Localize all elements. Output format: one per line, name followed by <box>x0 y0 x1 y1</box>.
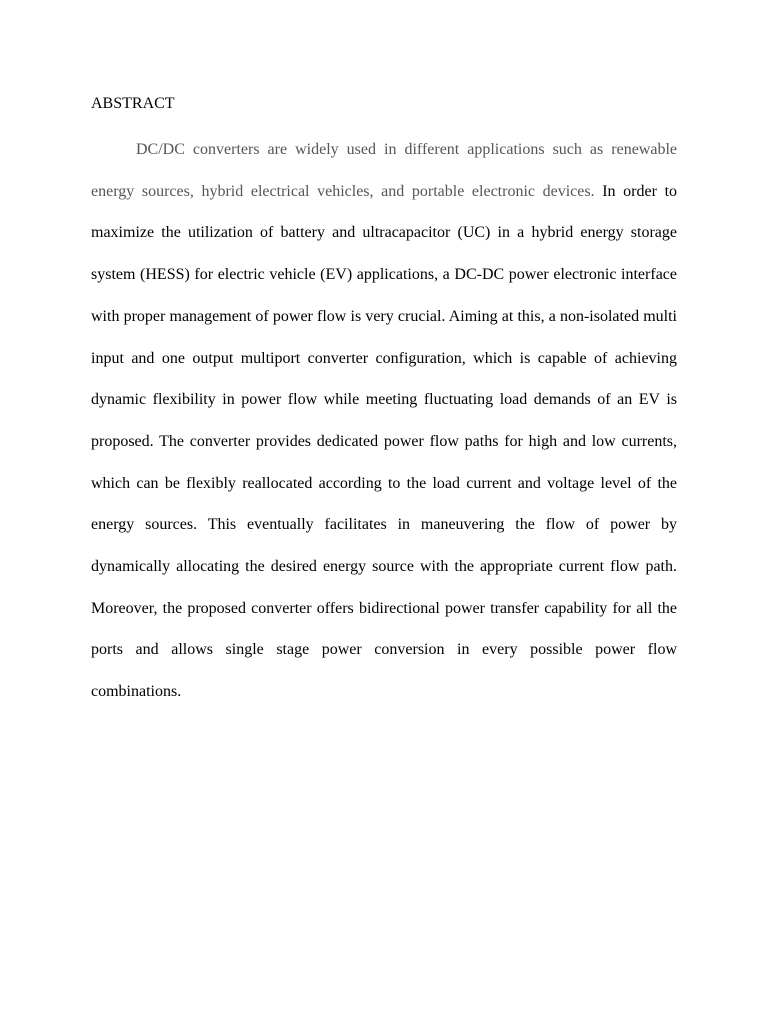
abstract-quoted-text: DC/DC converters are widely used in different applications such as renewable energy sources, hybrid electrical vehicles, and portable electronic devices. <box>91 141 677 200</box>
document-content <box>91 88 677 713</box>
abstract-main-text: In order to maximize the utilization of battery and ultracapacitor (UC) in a hybrid energy storage system (HESS) for electric vehicle (EV) applications, a DC-DC power electronic interface with proper management of power flow is very crucial. Aiming at this, a non-isolated multi input and one output multiport converter configuration, which is capable of achieving dynamic flexibility in power flow while meeting fluctuating load demands of an EV is proposed. The converter provides dedicated power flow paths for high and low currents, which can be flexibly reallocated according to the load current and voltage level of the energy sources. This eventually facilitates in maneuvering the flow of power by dynamically allocating the desired energy source with the appropriate current flow path. Moreover, the proposed converter offers bidirectional power transfer capability for all the ports and allows single stage power conversion in every possible power flow combinations. <box>91 182 678 701</box>
abstract-paragraph <box>91 129 677 713</box>
abstract-heading: ABSTRACT <box>91 95 175 112</box>
